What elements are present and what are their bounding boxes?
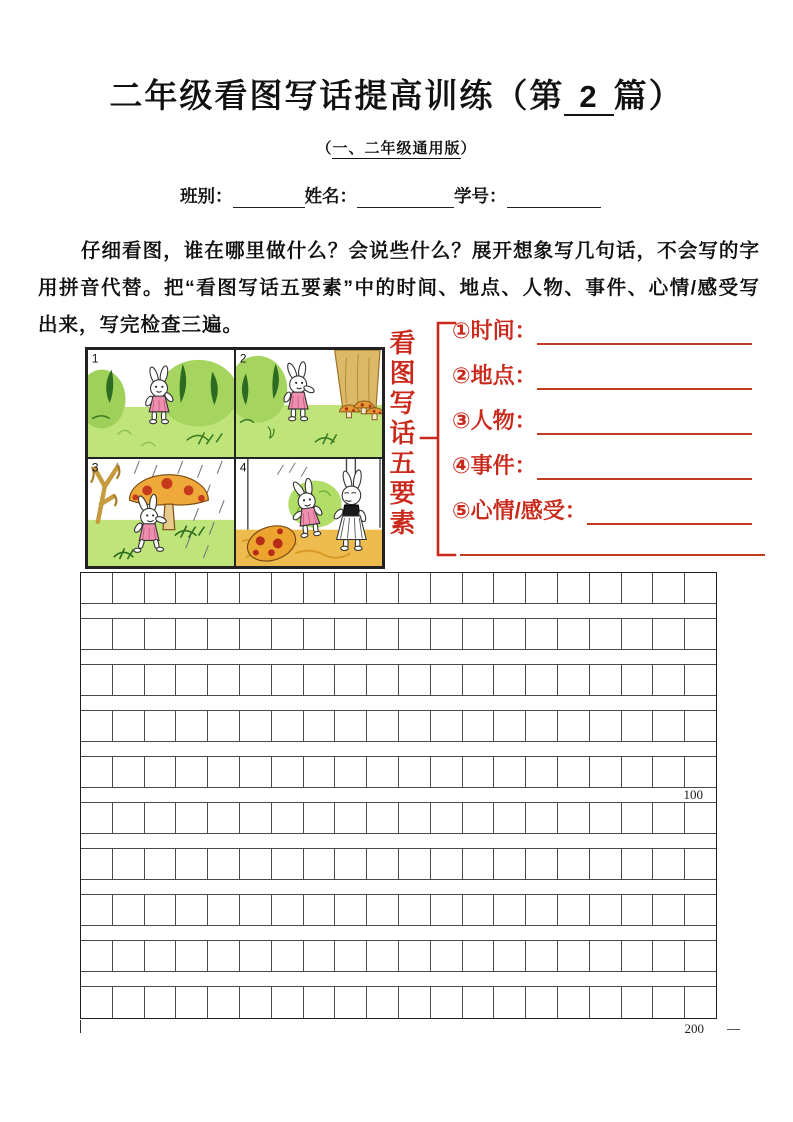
grid-spacer-row <box>81 972 716 987</box>
grid-cell[interactable] <box>399 573 431 603</box>
grid-cell[interactable] <box>81 803 113 833</box>
grid-spacer-row <box>81 880 716 895</box>
grid-cell[interactable] <box>145 619 177 649</box>
grid-cell[interactable] <box>463 941 495 971</box>
element-item-feeling <box>452 491 752 525</box>
grid-cell[interactable] <box>494 711 526 741</box>
name-field-blank[interactable] <box>357 188 454 208</box>
grid-cell[interactable] <box>558 757 590 787</box>
grid-cell[interactable] <box>622 849 654 879</box>
grid-cell[interactable] <box>113 849 145 879</box>
grid-cell[interactable] <box>304 941 336 971</box>
element-blank-person[interactable] <box>537 427 752 435</box>
title-issue-number: 2 <box>564 80 613 116</box>
instructions-paragraph: 仔细看图，谁在哪里做什么？会说些什么？展开想象写几句话，不会写的字用拼音代替。把“看图写话五要素”中的时间、地点、人物、事件、心情/感受写出来，写完检查三遍。 <box>38 240 760 336</box>
panel-4-number: 4 <box>239 460 247 475</box>
student-info-form <box>180 183 601 208</box>
grid-row <box>81 619 716 650</box>
grid-row <box>81 757 716 788</box>
grid-cell[interactable] <box>558 573 590 603</box>
grid-cell[interactable] <box>272 849 304 879</box>
grid-left-tick <box>80 1020 81 1033</box>
grid-cell[interactable] <box>558 803 590 833</box>
grid-cell[interactable] <box>272 941 304 971</box>
grid-cell[interactable] <box>81 665 113 695</box>
grid-cell[interactable] <box>176 987 208 1018</box>
grid-cell[interactable] <box>208 711 240 741</box>
grid-cell[interactable] <box>622 619 654 649</box>
grid-cell[interactable] <box>685 757 716 787</box>
grid-cell[interactable] <box>240 619 272 649</box>
grid-cell[interactable] <box>622 573 654 603</box>
grid-cell[interactable] <box>431 895 463 925</box>
comic-strip-image <box>85 347 385 569</box>
subtitle-text: 一、二年级通用版 <box>332 140 461 157</box>
element-label-feeling: ⑤心情/感受： <box>452 498 587 523</box>
grid-cell[interactable] <box>145 665 177 695</box>
grid-cell[interactable] <box>653 711 685 741</box>
grid-cell[interactable] <box>208 757 240 787</box>
writing-grid <box>80 572 717 1019</box>
grid-cell[interactable] <box>272 757 304 787</box>
grid-cell[interactable] <box>113 803 145 833</box>
grid-cell[interactable] <box>494 803 526 833</box>
grid-cell[interactable] <box>685 711 716 741</box>
grid-cell[interactable] <box>590 803 622 833</box>
grid-cell[interactable] <box>653 941 685 971</box>
grid-cell[interactable] <box>240 665 272 695</box>
grid-cell[interactable] <box>685 573 716 603</box>
grid-cell[interactable] <box>622 757 654 787</box>
grid-spacer-row <box>81 696 716 711</box>
grid-cell[interactable] <box>653 987 685 1018</box>
grid-cell[interactable] <box>399 941 431 971</box>
grid-cell[interactable] <box>335 573 367 603</box>
grid-spacer-row <box>81 604 716 619</box>
grid-cell[interactable] <box>653 619 685 649</box>
grid-cell[interactable] <box>590 665 622 695</box>
grid-cell[interactable] <box>176 895 208 925</box>
grid-cell[interactable] <box>113 757 145 787</box>
grid-cell[interactable] <box>590 757 622 787</box>
panel-2-number: 2 <box>239 351 247 366</box>
grid-cell[interactable] <box>399 711 431 741</box>
grid-cell[interactable] <box>304 803 336 833</box>
grid-cell[interactable] <box>145 987 177 1018</box>
grid-cell[interactable] <box>622 987 654 1018</box>
grid-cell[interactable] <box>208 895 240 925</box>
grid-cell[interactable] <box>81 619 113 649</box>
grid-cell[interactable] <box>622 803 654 833</box>
grid-cell[interactable] <box>176 711 208 741</box>
grid-cell[interactable] <box>335 711 367 741</box>
grid-cell[interactable] <box>622 941 654 971</box>
element-blank-feeling[interactable] <box>587 517 752 525</box>
grid-cell[interactable] <box>272 895 304 925</box>
grid-cell[interactable] <box>335 757 367 787</box>
grid-cell[interactable] <box>463 665 495 695</box>
grid-cell[interactable] <box>653 757 685 787</box>
grid-cell[interactable] <box>81 573 113 603</box>
page-subtitle <box>0 137 793 158</box>
grid-cell[interactable] <box>81 849 113 879</box>
grid-cell[interactable] <box>335 665 367 695</box>
grid-cell[interactable] <box>463 849 495 879</box>
grid-cell[interactable] <box>590 941 622 971</box>
grid-cell[interactable] <box>335 987 367 1018</box>
element-label-place: ②地点： <box>452 363 537 388</box>
grid-cell[interactable] <box>399 619 431 649</box>
panel-1-number: 1 <box>91 351 99 366</box>
grid-spacer-row <box>81 650 716 665</box>
grid-cell[interactable] <box>335 849 367 879</box>
grid-row <box>81 849 716 880</box>
grid-cell[interactable] <box>558 849 590 879</box>
grid-cell[interactable] <box>335 895 367 925</box>
student-id-label: 学号： <box>454 186 507 206</box>
grid-cell[interactable] <box>145 573 177 603</box>
grid-cell[interactable] <box>526 849 558 879</box>
grid-cell[interactable] <box>590 849 622 879</box>
grid-cell[interactable] <box>367 895 399 925</box>
grid-cell[interactable] <box>463 757 495 787</box>
grid-cell[interactable] <box>431 573 463 603</box>
grid-cell[interactable] <box>176 941 208 971</box>
element-blank-event[interactable] <box>537 472 752 480</box>
grid-cell[interactable] <box>463 803 495 833</box>
grid-cell[interactable] <box>240 711 272 741</box>
grid-cell[interactable] <box>208 803 240 833</box>
grid-cell[interactable] <box>208 941 240 971</box>
grid-spacer-row <box>81 926 716 941</box>
grid-cell[interactable] <box>431 665 463 695</box>
name-label: 姓名： <box>304 186 357 206</box>
grid-cell[interactable] <box>653 665 685 695</box>
class-field-blank[interactable] <box>233 188 305 208</box>
comic-panel-3 <box>87 458 235 567</box>
grid-cell[interactable] <box>240 573 272 603</box>
grid-cell[interactable] <box>367 987 399 1018</box>
grid-cell[interactable] <box>685 941 716 971</box>
grid-cell[interactable] <box>272 665 304 695</box>
grid-cell[interactable] <box>558 711 590 741</box>
grid-row <box>81 803 716 834</box>
grid-cell[interactable] <box>558 987 590 1018</box>
grid-cell[interactable] <box>399 803 431 833</box>
grid-cell[interactable] <box>113 987 145 1018</box>
grid-cell[interactable] <box>685 849 716 879</box>
grid-cell[interactable] <box>113 619 145 649</box>
title-prefix: 二年级看图写话提高训练（第 <box>109 77 565 114</box>
grid-cell[interactable] <box>463 895 495 925</box>
grid-cell[interactable] <box>494 941 526 971</box>
grid-cell[interactable] <box>463 987 495 1018</box>
grid-cell[interactable] <box>113 665 145 695</box>
grid-cell[interactable] <box>463 711 495 741</box>
grid-row <box>81 895 716 926</box>
grid-cell[interactable] <box>685 987 716 1018</box>
element-label-time: ①时间： <box>452 318 537 343</box>
grid-cell[interactable] <box>367 573 399 603</box>
grid-cell[interactable] <box>494 987 526 1018</box>
grid-cell[interactable] <box>304 987 336 1018</box>
grid-cell[interactable] <box>399 665 431 695</box>
grid-cell[interactable] <box>526 895 558 925</box>
grid-cell[interactable] <box>81 987 113 1018</box>
grid-cell[interactable] <box>81 941 113 971</box>
grid-cell[interactable] <box>685 619 716 649</box>
grid-cell[interactable] <box>304 665 336 695</box>
element-item-event <box>452 446 752 480</box>
subtitle-close-paren: ） <box>460 140 477 157</box>
element-item-person <box>452 401 752 435</box>
subtitle-open-paren: （ <box>316 140 333 157</box>
grid-cell[interactable] <box>240 941 272 971</box>
grid-cell[interactable] <box>526 987 558 1018</box>
grid-cell[interactable] <box>272 573 304 603</box>
grid-cell[interactable] <box>590 573 622 603</box>
grid-spacer-row <box>81 834 716 849</box>
grid-cell[interactable] <box>558 941 590 971</box>
grid-cell[interactable] <box>208 665 240 695</box>
grid-cell[interactable] <box>367 941 399 971</box>
grid-cell[interactable] <box>431 803 463 833</box>
grid-cell[interactable] <box>558 665 590 695</box>
grid-cell[interactable] <box>685 803 716 833</box>
grid-cell[interactable] <box>240 757 272 787</box>
grid-cell[interactable] <box>304 711 336 741</box>
grid-cell[interactable] <box>367 803 399 833</box>
grid-cell[interactable] <box>590 987 622 1018</box>
comic-panel-2 <box>235 349 383 458</box>
grid-cell[interactable] <box>558 895 590 925</box>
grid-cell[interactable] <box>176 803 208 833</box>
grid-cell[interactable] <box>494 573 526 603</box>
class-label: 班别： <box>180 186 233 206</box>
grid-cell[interactable] <box>272 987 304 1018</box>
grid-cell[interactable] <box>590 619 622 649</box>
five-elements-vertical-label: 看图写话五要素 <box>386 329 416 539</box>
element-item-place <box>452 356 752 390</box>
grid-cell[interactable] <box>494 665 526 695</box>
grid-cell[interactable] <box>590 711 622 741</box>
panel-1-art <box>88 350 234 457</box>
comic-panel-4 <box>235 458 383 567</box>
grid-cell[interactable] <box>176 757 208 787</box>
char-count-marker: 100 <box>683 787 703 802</box>
grid-cell[interactable] <box>208 987 240 1018</box>
grid-cell[interactable] <box>145 803 177 833</box>
grid-cell[interactable] <box>622 665 654 695</box>
grid-cell[interactable] <box>463 573 495 603</box>
grid-cell[interactable] <box>208 619 240 649</box>
grid-cell[interactable] <box>431 941 463 971</box>
grid-cell[interactable] <box>367 665 399 695</box>
page-edge-tick <box>727 1029 740 1030</box>
panel-4-art <box>236 459 382 566</box>
grid-cell[interactable] <box>240 803 272 833</box>
grid-cell[interactable] <box>176 573 208 603</box>
panel-2-art <box>236 350 382 457</box>
grid-cell[interactable] <box>685 665 716 695</box>
grid-cell[interactable] <box>367 757 399 787</box>
grid-cell[interactable] <box>558 619 590 649</box>
grid-cell[interactable] <box>431 711 463 741</box>
grid-cell[interactable] <box>81 711 113 741</box>
grid-cell[interactable] <box>653 895 685 925</box>
grid-cell[interactable] <box>272 711 304 741</box>
grid-cell[interactable] <box>113 941 145 971</box>
grid-cell[interactable] <box>272 619 304 649</box>
grid-cell[interactable] <box>81 757 113 787</box>
element-item-time <box>452 311 752 345</box>
grid-row <box>81 987 716 1018</box>
grid-cell[interactable] <box>526 711 558 741</box>
grid-cell[interactable] <box>304 849 336 879</box>
grid-cell[interactable] <box>113 573 145 603</box>
grid-row <box>81 941 716 972</box>
grid-cell[interactable] <box>240 849 272 879</box>
title-suffix: 篇） <box>613 77 684 114</box>
grid-cell[interactable] <box>494 895 526 925</box>
grid-cell[interactable] <box>176 849 208 879</box>
grid-row <box>81 711 716 742</box>
grid-cell[interactable] <box>622 895 654 925</box>
grid-cell[interactable] <box>526 757 558 787</box>
grid-cell[interactable] <box>145 895 177 925</box>
grid-row <box>81 665 716 696</box>
grid-cell[interactable] <box>367 711 399 741</box>
grid-cell[interactable] <box>367 849 399 879</box>
grid-cell[interactable] <box>622 711 654 741</box>
element-blank-place[interactable] <box>537 382 752 390</box>
grid-cell[interactable] <box>304 757 336 787</box>
grid-cell[interactable] <box>653 803 685 833</box>
grid-cell[interactable] <box>526 665 558 695</box>
element-blank-time[interactable] <box>537 337 752 345</box>
grid-cell[interactable] <box>145 941 177 971</box>
grid-cell[interactable] <box>494 619 526 649</box>
grid-cell[interactable] <box>590 895 622 925</box>
grid-cell[interactable] <box>526 573 558 603</box>
grid-cell[interactable] <box>113 895 145 925</box>
grid-cell[interactable] <box>335 619 367 649</box>
grid-cell[interactable] <box>431 757 463 787</box>
grid-cell[interactable] <box>335 803 367 833</box>
grid-cell[interactable] <box>272 803 304 833</box>
grid-cell[interactable] <box>399 757 431 787</box>
grid-cell[interactable] <box>399 987 431 1018</box>
grid-row <box>81 573 716 604</box>
grid-cell[interactable] <box>81 895 113 925</box>
grid-cell[interactable] <box>145 849 177 879</box>
grid-cell[interactable] <box>431 619 463 649</box>
grid-cell[interactable] <box>463 619 495 649</box>
grid-cell[interactable] <box>240 987 272 1018</box>
grid-cell[interactable] <box>208 849 240 879</box>
grid-end-marker: 200 <box>684 1021 704 1036</box>
grid-cell[interactable] <box>176 619 208 649</box>
grid-cell[interactable] <box>304 573 336 603</box>
grid-cell[interactable] <box>145 757 177 787</box>
grid-cell[interactable] <box>335 941 367 971</box>
grid-spacer-row <box>81 742 716 757</box>
grid-cell[interactable] <box>176 665 208 695</box>
grid-cell[interactable] <box>526 941 558 971</box>
grid-spacer-row <box>81 788 716 803</box>
grid-cell[interactable] <box>367 619 399 649</box>
grid-cell[interactable] <box>304 619 336 649</box>
grid-cell[interactable] <box>685 895 716 925</box>
grid-cell[interactable] <box>113 711 145 741</box>
grid-cell[interactable] <box>653 573 685 603</box>
grid-cell[interactable] <box>145 711 177 741</box>
grid-cell[interactable] <box>240 895 272 925</box>
page-title <box>0 70 793 117</box>
grid-cell[interactable] <box>399 849 431 879</box>
panel-3-number: 3 <box>91 460 99 475</box>
comic-panel-1 <box>87 349 235 458</box>
panel-3-art <box>88 459 234 566</box>
grid-cell[interactable] <box>399 895 431 925</box>
grid-cell[interactable] <box>494 849 526 879</box>
student-id-field-blank[interactable] <box>507 188 601 208</box>
grid-cell[interactable] <box>526 803 558 833</box>
grid-cell[interactable] <box>653 849 685 879</box>
grid-cell[interactable] <box>494 757 526 787</box>
element-label-event: ④事件： <box>452 453 537 478</box>
grid-cell[interactable] <box>526 619 558 649</box>
element-label-person: ③人物： <box>452 408 537 433</box>
feeling-continuation-blank[interactable] <box>460 554 765 556</box>
grid-cell[interactable] <box>431 849 463 879</box>
grid-cell[interactable] <box>304 895 336 925</box>
grid-cell[interactable] <box>208 573 240 603</box>
five-elements-list <box>452 311 752 536</box>
grid-cell[interactable] <box>431 987 463 1018</box>
